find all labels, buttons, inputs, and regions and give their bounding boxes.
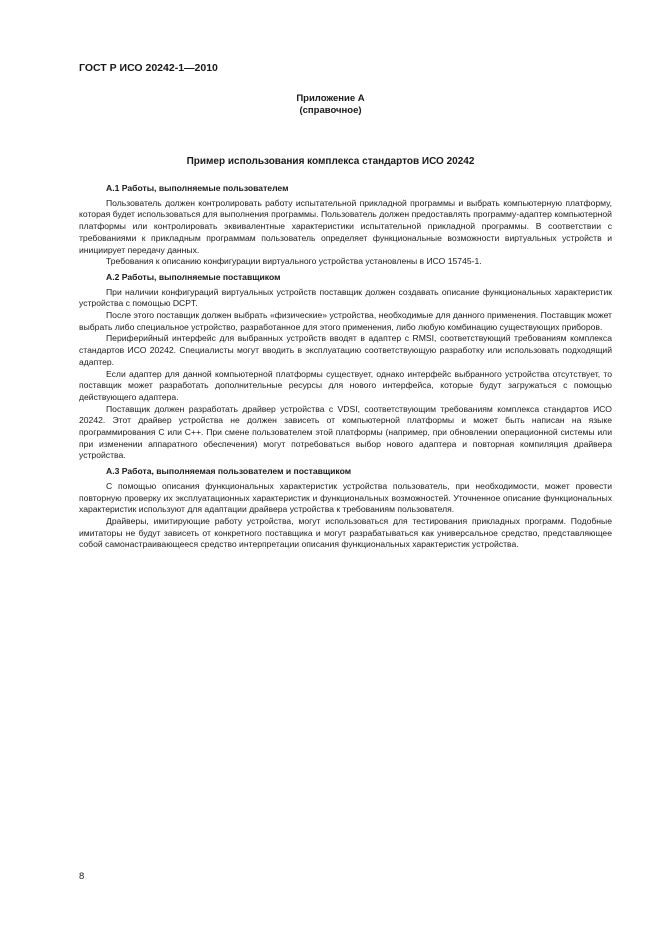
annex-subtitle: (справочное) bbox=[299, 105, 362, 116]
paragraph: Если адаптер для данной компьютерной платформы существует, однако интерфейс выбранного устройства отсутствует, то поставщик может разработать дополнительные ресурсы для нового интерфейса, которые будут загружаться с помощью действующего адаптера. bbox=[79, 368, 612, 402]
document-code: ГОСТ Р ИСО 20242-1—2010 bbox=[79, 62, 218, 74]
paragraph: При наличии конфигураций виртуальных устройств поставщик должен создавать описание функциональных характеристик устройства с помощью DCPT. bbox=[79, 286, 612, 309]
annex-block bbox=[0, 93, 661, 117]
page-number: 8 bbox=[79, 871, 85, 882]
document-body bbox=[79, 183, 612, 551]
paragraph: Драйверы, имитирующие работу устройства, могут использоваться для тестирования прикладных программ. Подобные имитаторы не будут зависеть от конкретного поставщика и могут разрабатываться как универсальное средство, представляющее собой самонастраивающееся средство интерпретации описания функциональных характеристик устройства. bbox=[79, 515, 612, 550]
section-heading-a2: А.2 Работы, выполняемые поставщиком bbox=[106, 271, 281, 282]
paragraph: Периферийный интерфейс для выбранных устройств вводят в адаптер с RMSI, соответствующий требованиям комплекса стандартов ИСО 20242. Специалисты могут вводить в эксплуатацию соответствующую разработку или использовать подходящий адаптер. bbox=[79, 333, 612, 367]
paragraph: Требования к описанию конфигурации виртуального устройства установлены в ИСО 15745-1. bbox=[106, 256, 482, 267]
paragraph: После этого поставщик должен выбрать «физические» устройства, необходимые для данного применения. Поставщик может выбрать либо специальное устройство, разработанное для этого применения, либо любую комбинацию существующих приборов. bbox=[79, 310, 612, 332]
section-heading-a1: А.1 Работы, выполняемые пользователем bbox=[106, 183, 289, 193]
section-heading-a3: А.3 Работа, выполняемая пользователем и поставщиком bbox=[106, 466, 352, 477]
main-title: Пример использования комплекса стандартов ИСО 20242 bbox=[186, 156, 475, 167]
paragraph: С помощью описания функциональных характеристик устройства пользователь, при необходимости, может провести повторную проверку их эксплуатационных характеристик и функциональных возможностей. Уточненное описание функциональных характеристик используют для адаптации драйвера устройства к требованиям пользователя. bbox=[79, 480, 612, 515]
annex-title: Приложение А bbox=[296, 93, 365, 104]
paragraph: Пользователь должен контролировать работу испытательной прикладной программы и выбрать компьютерную платформу, которая будет использоваться для выполнения программы. Пользователь должен предоставлять программу-адаптер компьютерной платформы или контролировать эквивалентные характеристики испытательной прикладной программы. В соответствии с требованиями к прикладным программам пользователь определяет функциональные возможности виртуальных устройств и инициирует передачу данных. bbox=[79, 197, 612, 255]
paragraph: Поставщик должен разработать драйвер устройства с VDSI, соответствующим требованиям комплекса стандартов ИСО 20242. Этот драйвер устройства не должен зависеть от компьютерной платформы и может быть написан на языке программирования С или С++. При смене пользователем этой платформы (например, при обновлении операционной системы или при изменении аппаратного обеспечения) могут потребоваться выбор нового адаптера и повторная компиляция драйвера устройства. bbox=[79, 403, 612, 461]
